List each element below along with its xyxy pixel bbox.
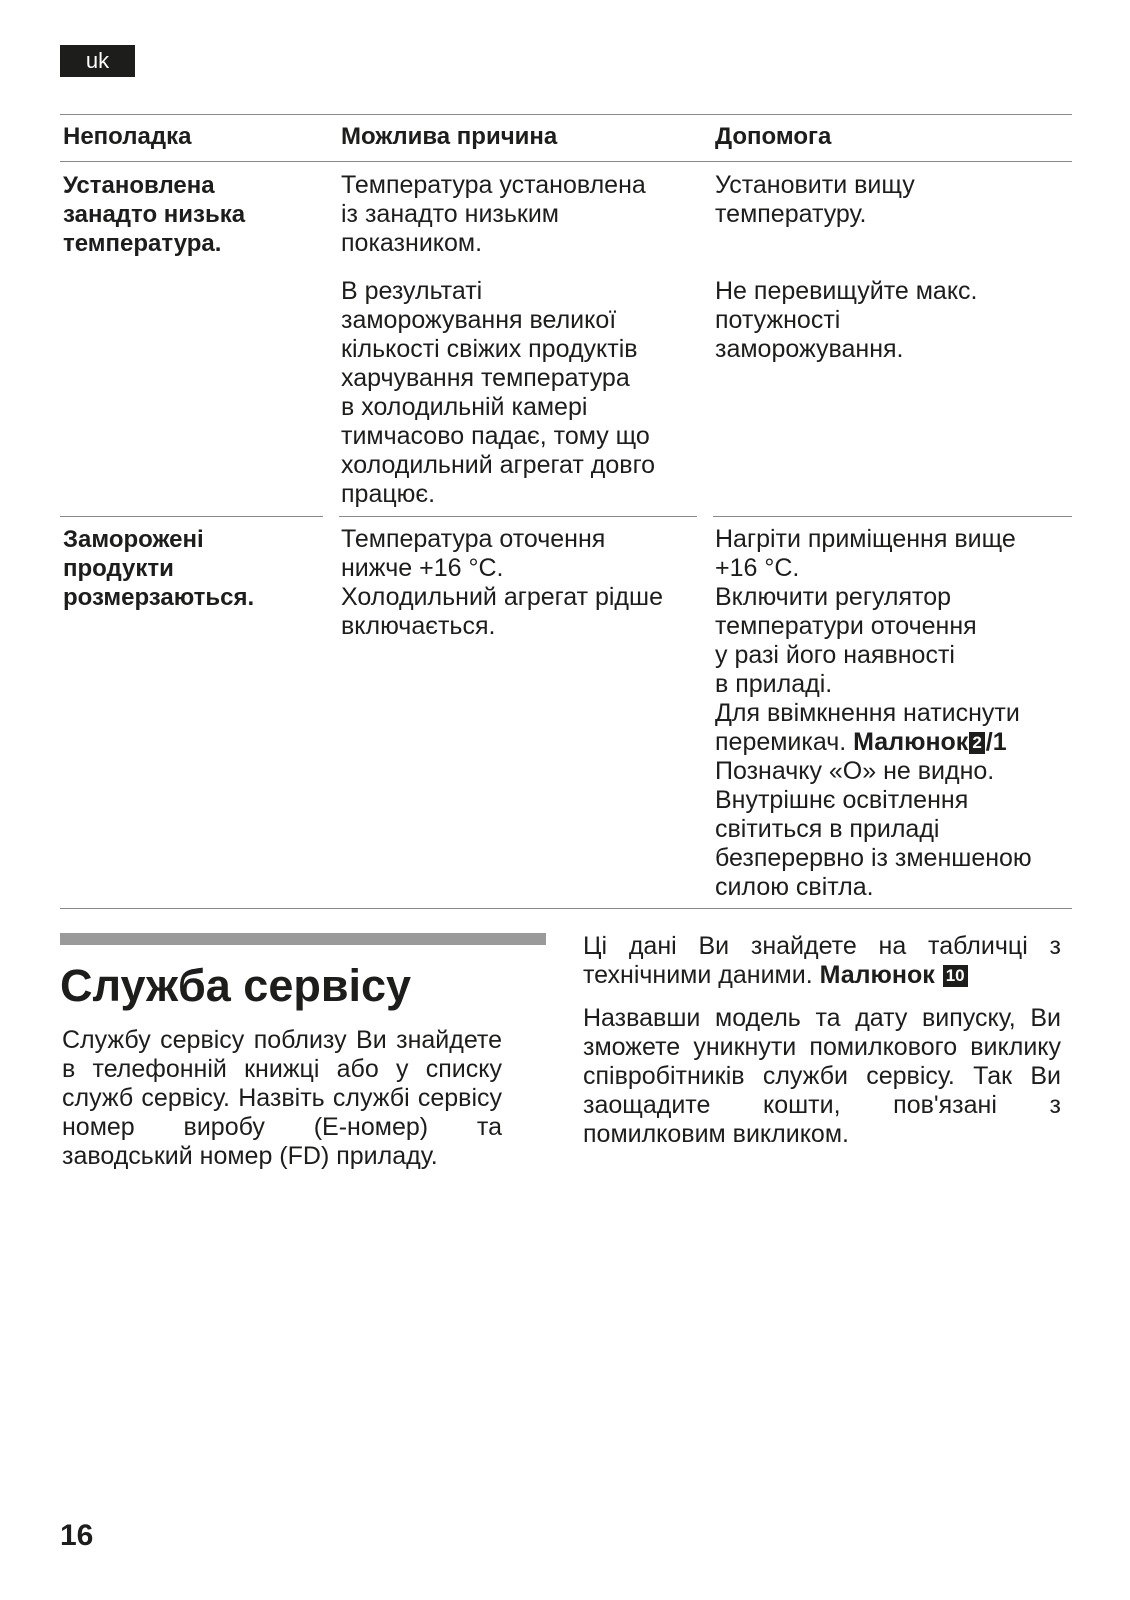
service-left-paragraph: Службу сервісу поблизу Ви знайдете в телефонній книжці або у списку служб сервісу. Назвіть службі сервісу номер виробу (E-номер) та заводський номер (FD) приладу. xyxy=(62,1026,502,1170)
figure-reference-2: Малюнок xyxy=(819,961,935,989)
row1-cause-1: Температура установлена із занадто низьким показником. xyxy=(341,171,646,257)
table-header-rule xyxy=(60,161,1072,162)
section-title: Служба сервісу xyxy=(60,960,412,1011)
section-divider-bar xyxy=(60,933,546,945)
row2-problem: Заморожені продукти розмерзаються. xyxy=(63,526,255,611)
row2-help-part-a: Нагріти приміщення вище +16 °C. Включити регулятор температури оточення у разі його наявності в приладі. Для ввімкнення натиснути xyxy=(715,525,1020,727)
service-right-paragraph-2: Назвавши модель та дату випуску, Ви зможете уникнути помилкового виклику співробітників служби сервісу. Так Ви заощадите кошти, пов'язані з помилковим викликом. xyxy=(583,1004,1061,1148)
service-right-paragraph-1 xyxy=(583,932,1061,990)
table-bottom-rule xyxy=(60,908,1072,909)
figure-reference: Малюнок xyxy=(853,728,969,756)
row2-help-part-c: Позначку «O» не видно. Внутрішнє освітлення світиться в приладі безперервно із зменшеною силою світла. xyxy=(715,757,1032,901)
row1-rule-col1 xyxy=(60,516,323,517)
column-header-help: Допомога xyxy=(715,123,832,150)
figure-number-badge: 2 xyxy=(969,732,984,754)
row1-problem: Установлена занадто низька температура. xyxy=(63,172,246,257)
row1-rule-col3 xyxy=(713,516,1072,517)
figure-number-badge-2: 10 xyxy=(943,965,968,987)
figure-item-suffix: /1 xyxy=(985,728,1007,756)
row1-cause-2: В результаті заморожування великої кількості свіжих продуктів харчування температура в холодильній камері тимчасово падає, тому що холодильний агрегат довго працює. xyxy=(341,277,656,508)
row2-help-part-b: перемикач. xyxy=(715,728,847,756)
row1-rule-col2 xyxy=(339,516,697,517)
page-number: 16 xyxy=(60,1519,94,1552)
column-header-cause: Можлива причина xyxy=(341,123,558,150)
row1-help-1: Установити вищу температуру. xyxy=(715,171,915,228)
language-tag: uk xyxy=(60,45,135,77)
row2-help xyxy=(715,525,1085,902)
row2-cause: Температура оточення нижче +16 °C. Холодильний агрегат рідше включається. xyxy=(341,525,663,640)
service-right-paragraph-1-text: Ці дані Ви знайдете на табличці з технічними даними. xyxy=(583,932,1061,989)
column-header-problem: Неполадка xyxy=(63,123,192,150)
table-top-rule xyxy=(60,114,1072,115)
row1-help-2: Не перевищуйте макс. потужності заморожування. xyxy=(715,277,978,363)
